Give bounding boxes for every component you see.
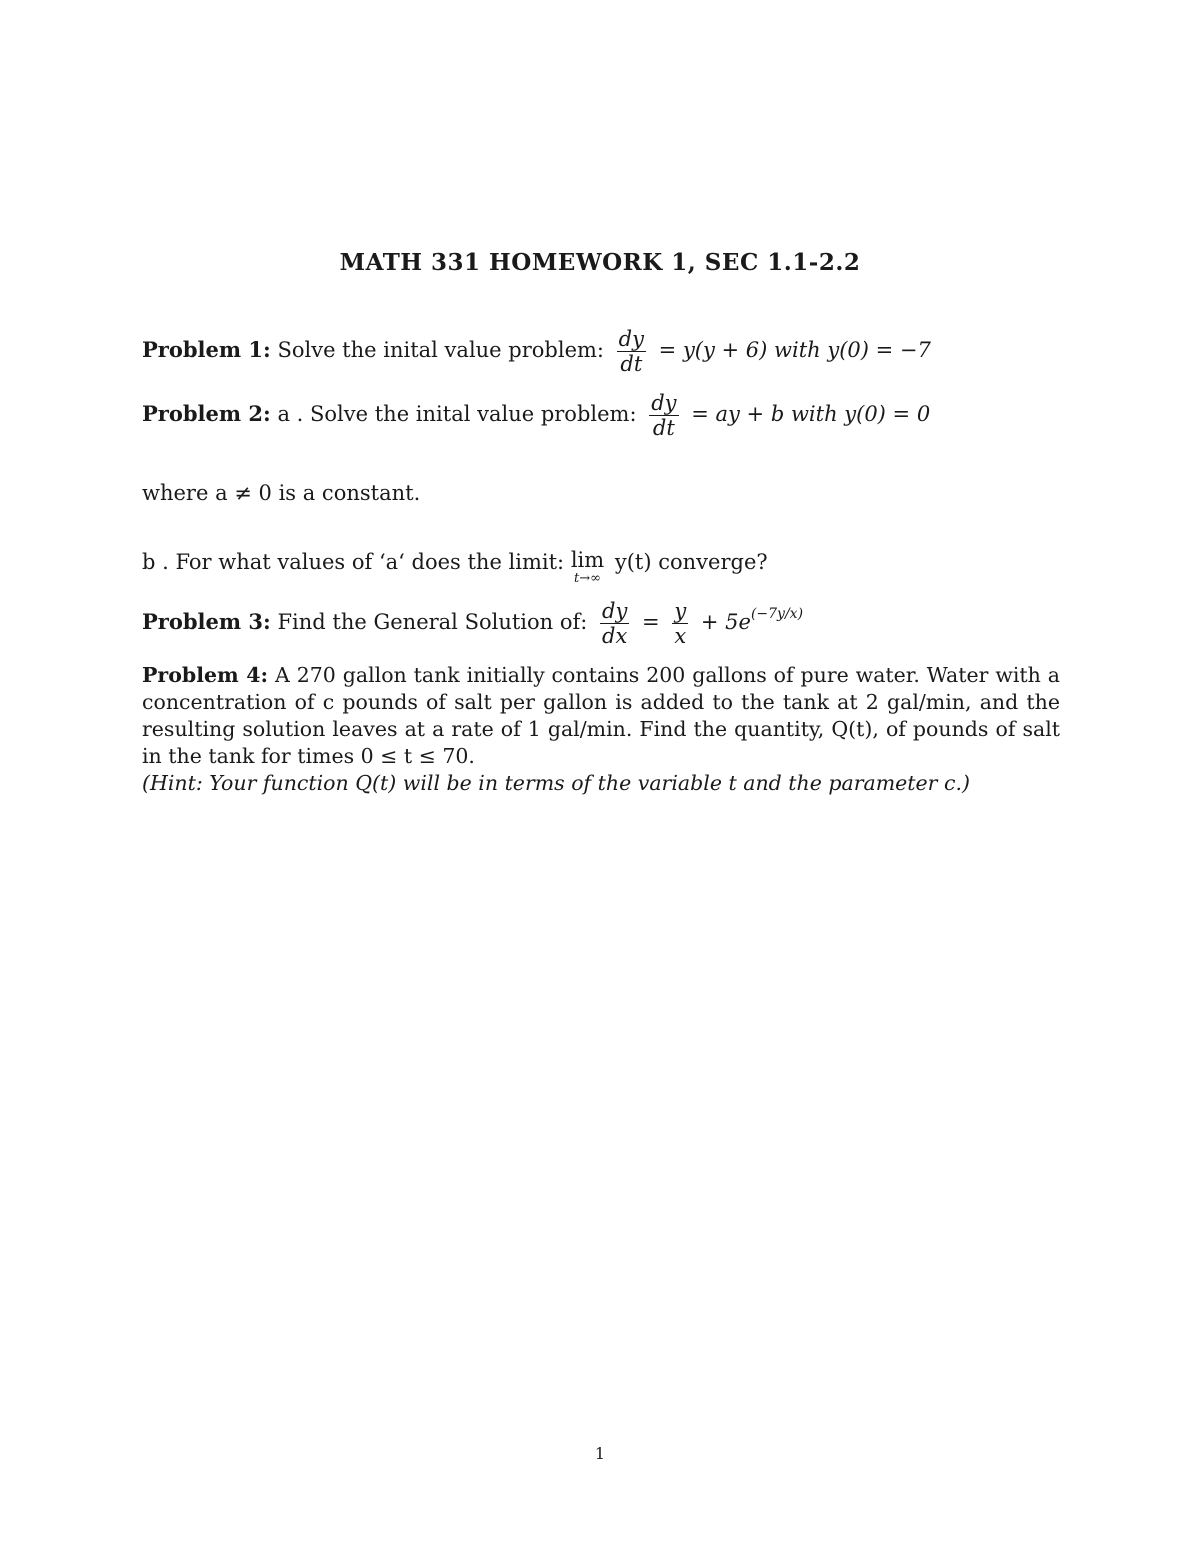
equals-sign: =: [642, 610, 660, 635]
problem-2-text: a . Solve the inital value problem:: [277, 402, 637, 427]
problem-1-label: Problem 1:: [142, 337, 271, 363]
problem-3-label: Problem 3:: [142, 609, 271, 635]
exponential-term: + 5e: [700, 610, 751, 635]
problem-2-equation: = ay + b with y(0) = 0: [691, 402, 931, 427]
problem-2-where: where a ≠ 0 is a constant.: [142, 481, 421, 505]
problem-1-text: Solve the inital value problem:: [277, 338, 604, 363]
problem-3-fraction-right: [672, 600, 688, 647]
problem-4-text: A 270 gallon tank initially contains 200 gallons of pure water. Water with a concentration of c pounds of salt per gallon is added to the tank at 2 gal/min, and the resulting solution leaves at a rate of 1 gal/min. Find the quantity, Q(t), of pounds of salt in the tank for times 0 ≤ t ≤ 70.: [142, 663, 1060, 768]
fraction-denominator: dt: [620, 352, 643, 377]
limit-subscript: t→∞: [574, 571, 601, 586]
problem-2: [142, 392, 930, 439]
problem-4-hint: (Hint: Your function Q(t) will be in terms of the variable t and the parameter c.): [142, 771, 970, 795]
fraction-denominator: x: [674, 624, 687, 649]
problem-4-label: Problem 4:: [142, 663, 269, 687]
problem-3-fraction-left: [600, 600, 629, 647]
part-b-prefix: b . For what values of ‘a‘ does the limit:: [142, 550, 565, 574]
part-b-suffix: y(t) converge?: [614, 550, 768, 574]
problem-2-fraction: [649, 392, 678, 439]
problem-4: [142, 662, 1060, 797]
problem-3: [142, 600, 803, 647]
limit-word: lim: [570, 548, 605, 572]
problem-3-text: Find the General Solution of:: [277, 610, 588, 635]
fraction-numerator: dy: [618, 327, 644, 351]
fraction-numerator: dy: [651, 391, 677, 415]
problem-2-part-b: [142, 550, 768, 585]
page-number: 1: [594, 1444, 606, 1463]
limit-operator: [571, 550, 604, 585]
problem-1-equation: = y(y + 6) with y(0) = −7: [658, 338, 931, 363]
document-title: MATH 331 HOMEWORK 1, SEC 1.1-2.2: [339, 249, 861, 276]
fraction-numerator: y: [674, 599, 687, 623]
problem-2-label: Problem 2:: [142, 401, 271, 427]
problem-1-fraction: [617, 328, 646, 375]
fraction-denominator: dx: [602, 624, 628, 649]
problem-1: [142, 328, 931, 375]
fraction-numerator: dy: [602, 599, 628, 623]
exponent: (−7y/x): [750, 606, 804, 623]
fraction-denominator: dt: [652, 416, 675, 441]
